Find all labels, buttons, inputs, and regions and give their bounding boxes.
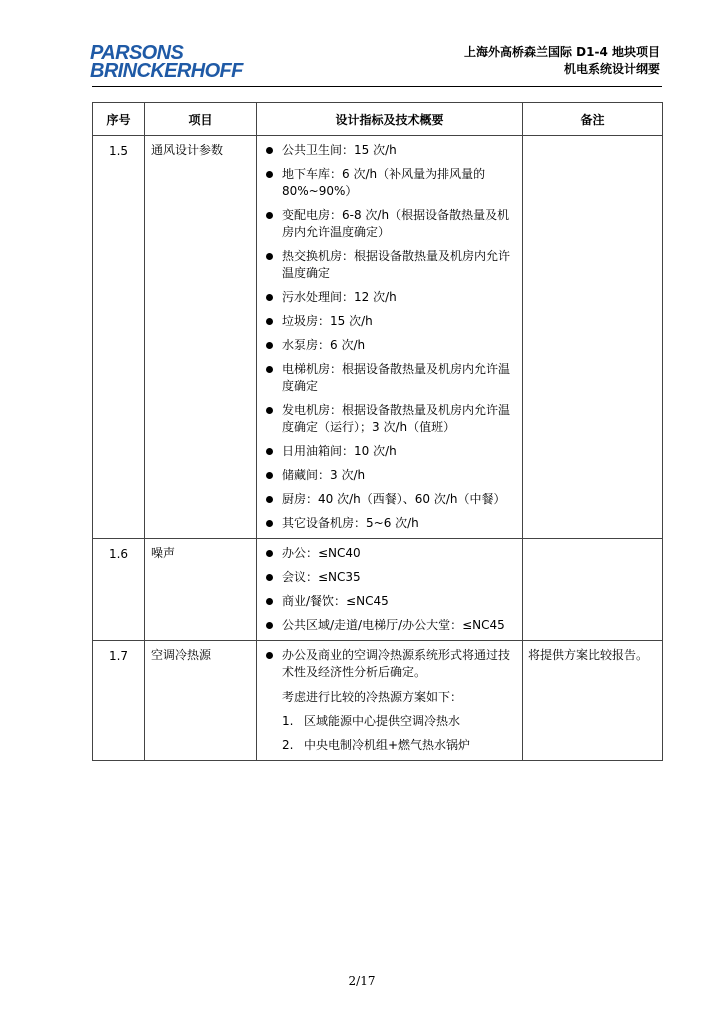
table-header-row xyxy=(93,103,663,136)
option-item xyxy=(282,737,517,754)
table-row xyxy=(93,136,663,539)
option-text: 中央电制冷机组+燃气热水锅炉 xyxy=(304,738,471,752)
list-item: 水泵房：6 次/h xyxy=(262,337,517,354)
list-item: 变配电房：6-8 次/h（根据设备散热量及机房内允许温度确定） xyxy=(262,207,517,241)
list-item: 电梯机房：根据设备散热量及机房内允许温度确定 xyxy=(262,361,517,395)
list-item: 厨房：40 次/h（西餐）、60 次/h（中餐） xyxy=(262,491,517,508)
option-item xyxy=(282,713,517,730)
option-number: 1. xyxy=(282,714,294,728)
list-item: 热交换机房：根据设备散热量及机房内允许温度确定 xyxy=(262,248,517,282)
row-note: 将提供方案比较报告。 xyxy=(523,641,663,761)
list-item: 办公及商业的空调冷热源系统形式将通过技术性及经济性分析后确定。 xyxy=(262,647,517,681)
logo-line-1: PARSONS xyxy=(90,42,184,64)
company-logo xyxy=(90,44,243,81)
row-note xyxy=(523,136,663,539)
list-item: 日用油箱间：10 次/h xyxy=(262,443,517,460)
document-header xyxy=(464,44,660,78)
row-item: 空调冷热源 xyxy=(145,641,257,761)
table-row xyxy=(93,641,663,761)
design-spec-table xyxy=(92,102,663,761)
row-number: 1.6 xyxy=(93,539,145,641)
list-item: 储藏间：3 次/h xyxy=(262,467,517,484)
list-item: 污水处理间：12 次/h xyxy=(262,289,517,306)
table-row xyxy=(93,539,663,641)
row-spec xyxy=(257,641,523,761)
list-item: 会议：≤NC35 xyxy=(262,569,517,586)
column-header-spec: 设计指标及技术概要 xyxy=(257,103,523,136)
column-header-no: 序号 xyxy=(93,103,145,136)
list-item: 地下车库：6 次/h（补风量为排风量的 80%~90%） xyxy=(262,166,517,200)
list-item: 公共区域/走道/电梯厅/办公大堂：≤NC45 xyxy=(262,617,517,634)
document-title: 机电系统设计纲要 xyxy=(563,62,660,76)
row-spec xyxy=(257,539,523,641)
row-item: 通风设计参数 xyxy=(145,136,257,539)
row-note xyxy=(523,539,663,641)
list-item: 办公：≤NC40 xyxy=(262,545,517,562)
option-text: 区域能源中心提供空调冷热水 xyxy=(304,714,461,728)
list-item: 垃圾房：15 次/h xyxy=(262,313,517,330)
row-number: 1.7 xyxy=(93,641,145,761)
project-title: 上海外高桥森兰国际 D1-4 地块项目 xyxy=(464,45,660,59)
row-item: 噪声 xyxy=(145,539,257,641)
row-number: 1.5 xyxy=(93,136,145,539)
list-item: 其它设备机房：5~6 次/h xyxy=(262,515,517,532)
header-divider xyxy=(92,86,662,87)
logo-line-2: BRINCKERHOFF xyxy=(90,60,243,83)
row-spec xyxy=(257,136,523,539)
options-intro: 考虑进行比较的冷热源方案如下： xyxy=(282,690,463,704)
column-header-note: 备注 xyxy=(523,103,663,136)
column-header-item: 项目 xyxy=(145,103,257,136)
option-number: 2. xyxy=(282,738,294,752)
list-item: 公共卫生间：15 次/h xyxy=(262,142,517,159)
page-number: 2/17 xyxy=(348,974,376,988)
list-item: 发电机房：根据设备散热量及机房内允许温度确定（运行）；3 次/h（值班） xyxy=(262,402,517,436)
list-item: 商业/餐饮：≤NC45 xyxy=(262,593,517,610)
